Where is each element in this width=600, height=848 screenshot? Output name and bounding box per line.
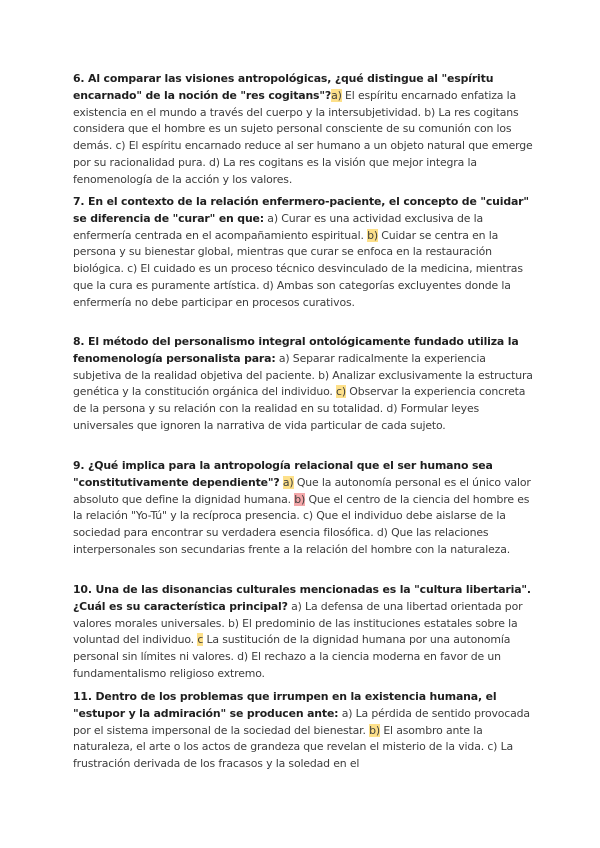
question-stem: 6. Al comparar las visiones antropológicas, ¿qué distingue al "espíritu encarnado" de la noción de "res cogitans"? [73,72,494,102]
options-text: El espíritu encarnado enfatiza la existencia en el mundo a través del cuerpo y la intersubjetividad. b) La res cogitans considera que el hombre es un sujeto personal consciente de su comunión con los demás. c) El espíritu encarnado reduce al ser humano a un objeto natural que emerge por su racionalidad pura. d) La res cogitans es la visión que mejor integra la fenomenología de la acción y los valores. [73,88,533,186]
wrong-answer-highlight: b) [294,492,306,506]
options-text: Que el centro de la ciencia del hombre es la relación "Yo-Tú" y la recíproca presencia. c) Que el individuo debe aislarse de la sociedad para encontrar su verdadera esencia filosófica. d) Que las relaciones interpersonales son secundarias frente a la relación del hombre con la naturaleza. [73,492,530,556]
options-text: El asombro ante la naturaleza, el arte o los actos de grandeza que revelan el misterio de la vida. c) La frustración derivada de los fracasos y la soledad en el [73,723,514,771]
answer-highlight: c [197,633,204,647]
question-stem: 7. En el contexto de la relación enfermero-paciente, el concepto de "cuidar" se diferencia de "curar" en que: [73,195,529,225]
question-6 [73,71,535,189]
answer-highlight: b) [367,228,378,242]
question-7 [73,194,535,312]
question-9 [73,458,535,559]
options-text: Observar la experiencia concreta de la persona y su relación con la realidad en su totalidad. d) Formular leyes universales que ignoren la narrativa de vida particular de cada sujeto. [73,385,526,432]
options-text: a) La pérdida de sentido provocada por el sistema impersonal de la sociedad del bienestar. [73,706,530,737]
options-text: Cuidar se centra en la persona y su bienestar global, mientras que curar se enfoca en la restauración biológica. c) El cuidado es un proceso técnico desvinculado de la medicina, mientras que la cura es puramente artística. d) Ambas son categorías excluyentes donde la enfermería no debe participar en procesos curativos. [73,228,523,309]
question-10 [73,582,535,683]
question-8 [73,334,535,435]
question-stem: 11. Dentro de los problemas que irrumpen en la existencia humana, el "estupor y la admiración" se producen ante: [73,690,497,720]
options-text: La sustitución de la dignidad humana por una autonomía personal sin límites ni valores. d) El rechazo a la ciencia moderna en favor de un fundamentalismo religioso extremo. [73,633,511,680]
question-stem: 8. El método del personalismo integral ontológicamente fundado utiliza la fenomenología personalista para: [73,335,519,365]
answer-highlight: a) [331,88,342,102]
question-stem: 9. ¿Qué implica para la antropología relacional que el ser humano sea "constitutivamente dependiente"? [73,459,493,489]
answer-highlight: b) [369,723,381,737]
options-text: a) Separar radicalmente la experiencia subjetiva de la realidad objetiva del paciente. b) Analizar exclusivamente la estructura genética y la constitución orgánica del individuo. [73,351,533,399]
options-text: Que la autonomía personal es el único valor absoluto que define la dignidad humana. [73,475,531,506]
options-text: a) La defensa de una libertad orientada por valores morales universales. b) El predominio de las instituciones estatales sobre la voluntad del individuo. [73,599,523,647]
question-stem: 10. Una de las disonancias culturales mencionadas es la "cultura libertaria". ¿Cuál es su característica principal? [73,583,531,613]
answer-highlight: a) [282,475,294,489]
options-text: a) Curar es una actividad exclusiva de la enfermería centrada en el acompañamiento espiritual. [73,211,484,242]
answer-highlight: c) [336,385,346,399]
question-11 [73,689,535,773]
